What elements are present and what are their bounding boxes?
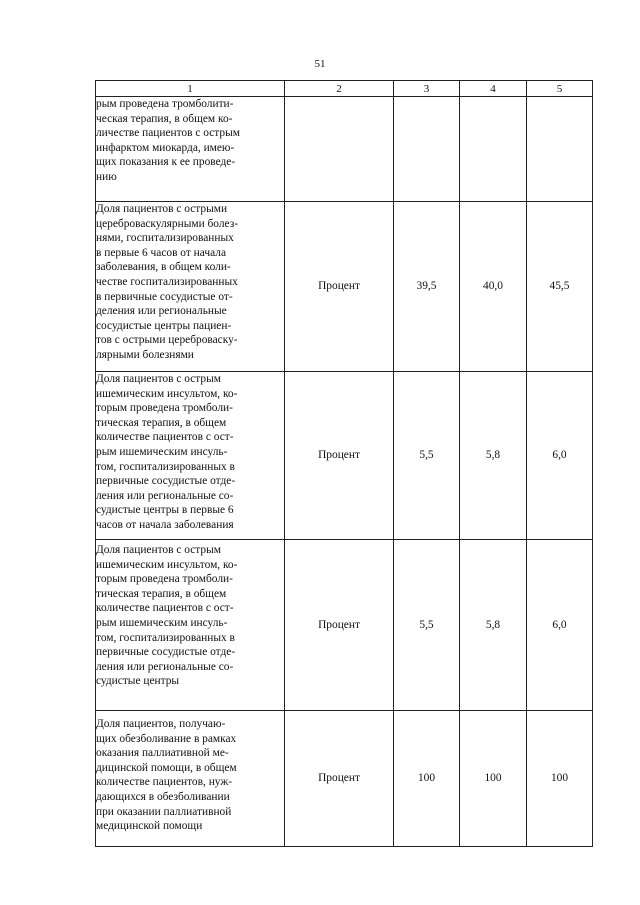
unit-cell: [285, 97, 394, 202]
indicator-cell: Доля пациентов с острым ишемическим инсультом, ко- торым проведена тромболи- тическая терапия, в общем количестве пациентов с ост- рым ишемическим инсуль- том, госпитализированных в первичные сосудистые отде- ления или региональные со- судистые центры: [96, 540, 285, 711]
unit-cell: Процент: [285, 202, 394, 372]
value-cell-col4: 5,8: [460, 540, 527, 711]
table-row: [96, 540, 593, 711]
value-cell-col5: [527, 97, 593, 202]
indicator-cell: рым проведена тромболити- ческая терапия, в общем ко- личестве пациентов с острым инфарктом миокарда, имею- щих показания к ее проведе- нию: [96, 97, 285, 202]
value-cell-col4: 5,8: [460, 372, 527, 540]
page-number: 51: [314, 58, 326, 70]
indicator-cell: Доля пациентов с острым ишемическим инсультом, ко- торым проведена тромболи- тическая терапия, в общем количестве пациентов с ост- рым ишемическим инсуль- том, госпитализированных в первичные сосудистые отде- ления или региональные со- судистые центры в первые 6 часов от начала заболевания: [96, 372, 285, 540]
value-cell-col5: 6,0: [527, 540, 593, 711]
indicator-cell: Доля пациентов, получаю- щих обезболивание в рамках оказания паллиативной ме- дицинской помощи, в общем количестве пациентов, нуж- дающихся в обезболивании при оказании паллиативной медицинской помощи: [96, 711, 285, 847]
value-cell-col5: 100: [527, 711, 593, 847]
table-row: [96, 711, 593, 847]
column-header-1: 1: [96, 81, 285, 97]
value-cell-col3: [394, 97, 460, 202]
unit-cell: Процент: [285, 540, 394, 711]
column-header-3: 3: [394, 81, 460, 97]
table-row: [96, 202, 593, 372]
value-cell-col3: 39,5: [394, 202, 460, 372]
unit-cell: Процент: [285, 372, 394, 540]
value-cell-col3: 5,5: [394, 372, 460, 540]
column-header-2: 2: [285, 81, 394, 97]
table-header-row: [96, 81, 593, 97]
value-cell-col5: 45,5: [527, 202, 593, 372]
indicators-table: [95, 80, 593, 847]
value-cell-col3: 100: [394, 711, 460, 847]
table-row: [96, 372, 593, 540]
indicator-cell: Доля пациентов с острыми цереброваскулярными болез- нями, госпитализированных в первые 6 часов от начала заболевания, в общем коли- честве госпитализированных в первичные сосудистые от- деления или региональные сосудистые центры пациен- тов с острыми цереброваску- лярными болезнями: [96, 202, 285, 372]
column-header-5: 5: [527, 81, 593, 97]
value-cell-col4: 40,0: [460, 202, 527, 372]
value-cell-col4: 100: [460, 711, 527, 847]
value-cell-col3: 5,5: [394, 540, 460, 711]
value-cell-col4: [460, 97, 527, 202]
column-header-4: 4: [460, 81, 527, 97]
value-cell-col5: 6,0: [527, 372, 593, 540]
unit-cell: Процент: [285, 711, 394, 847]
table-row: [96, 97, 593, 202]
